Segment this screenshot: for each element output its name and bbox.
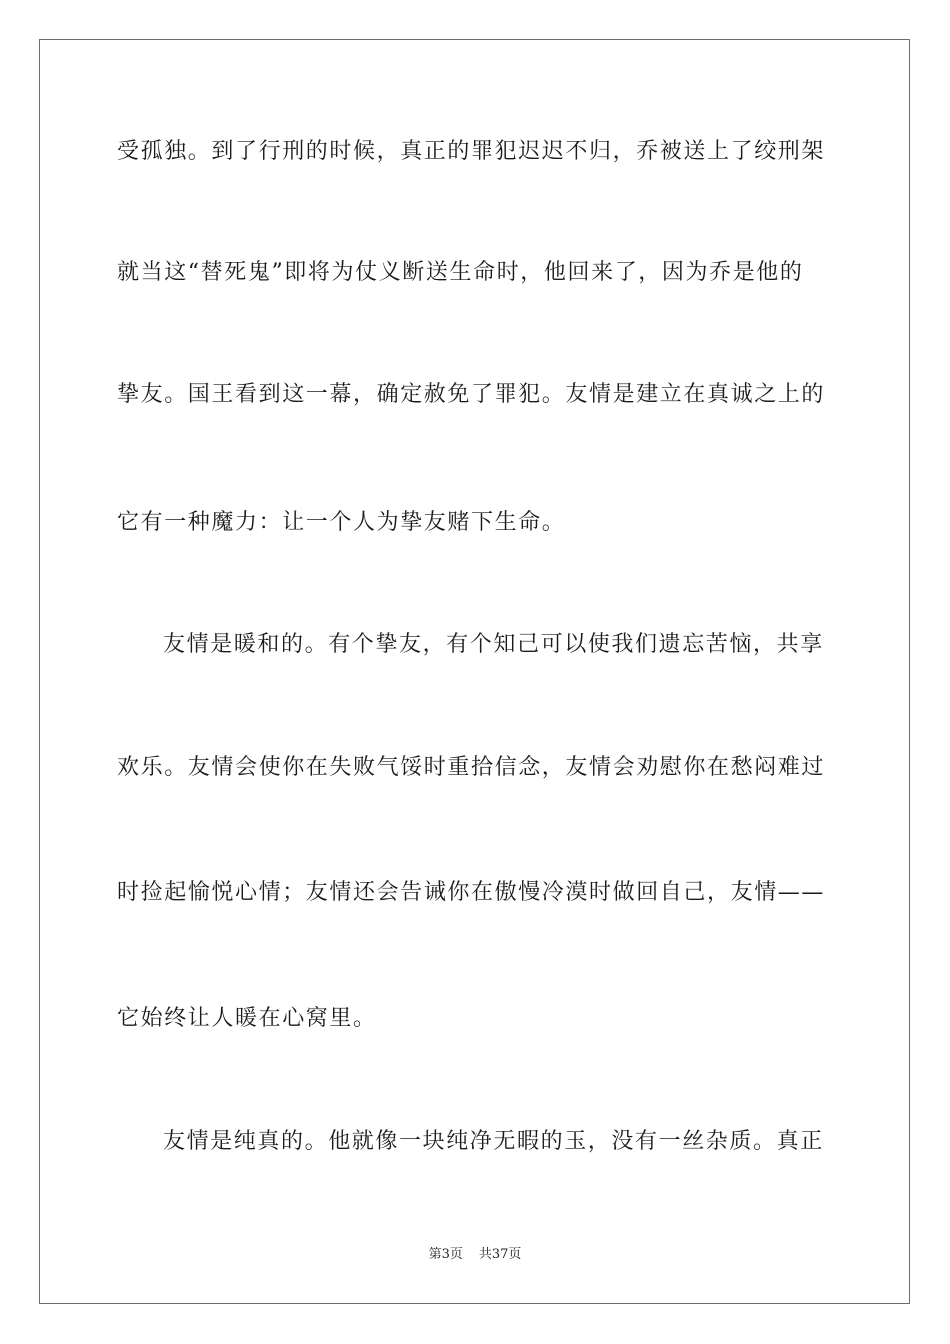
paragraph-first-line: 友情是暖和的。有个挚友，有个知己可以使我们遗忘苦恼，共享 (163, 632, 824, 657)
page-border (39, 39, 910, 1304)
page-footer (0, 1246, 950, 1264)
body-text-line: 欢乐。友情会使你在失败气馁时重拾信念，友情会劝慰你在愁闷难过 (117, 755, 826, 780)
body-text-line: 受孤独。到了行刑的时候，真正的罪犯迟迟不归，乔被送上了绞刑架 (117, 139, 826, 164)
page-number: 第3页 (428, 1247, 463, 1262)
body-text-line: 它始终让人暖在心窝里。 (117, 1006, 377, 1031)
page-total: 共37页 (478, 1247, 522, 1262)
body-text-line: 就当这“替死鬼”即将为仗义断送生命时，他回来了，因为乔是他的 (117, 260, 804, 285)
body-text-line: 时捡起愉悦心情；友情还会告诫你在傲慢冷漠时做回自己，友情—— (117, 880, 826, 905)
body-text-line: 挚友。国王看到这一幕，确定赦免了罪犯。友情是建立在真诚之上的 (117, 382, 826, 407)
body-text-line: 它有一种魔力：让一个人为挚友赌下生命。 (117, 510, 566, 535)
paragraph-first-line: 友情是纯真的。他就像一块纯净无暇的玉，没有一丝杂质。真正 (163, 1129, 824, 1154)
